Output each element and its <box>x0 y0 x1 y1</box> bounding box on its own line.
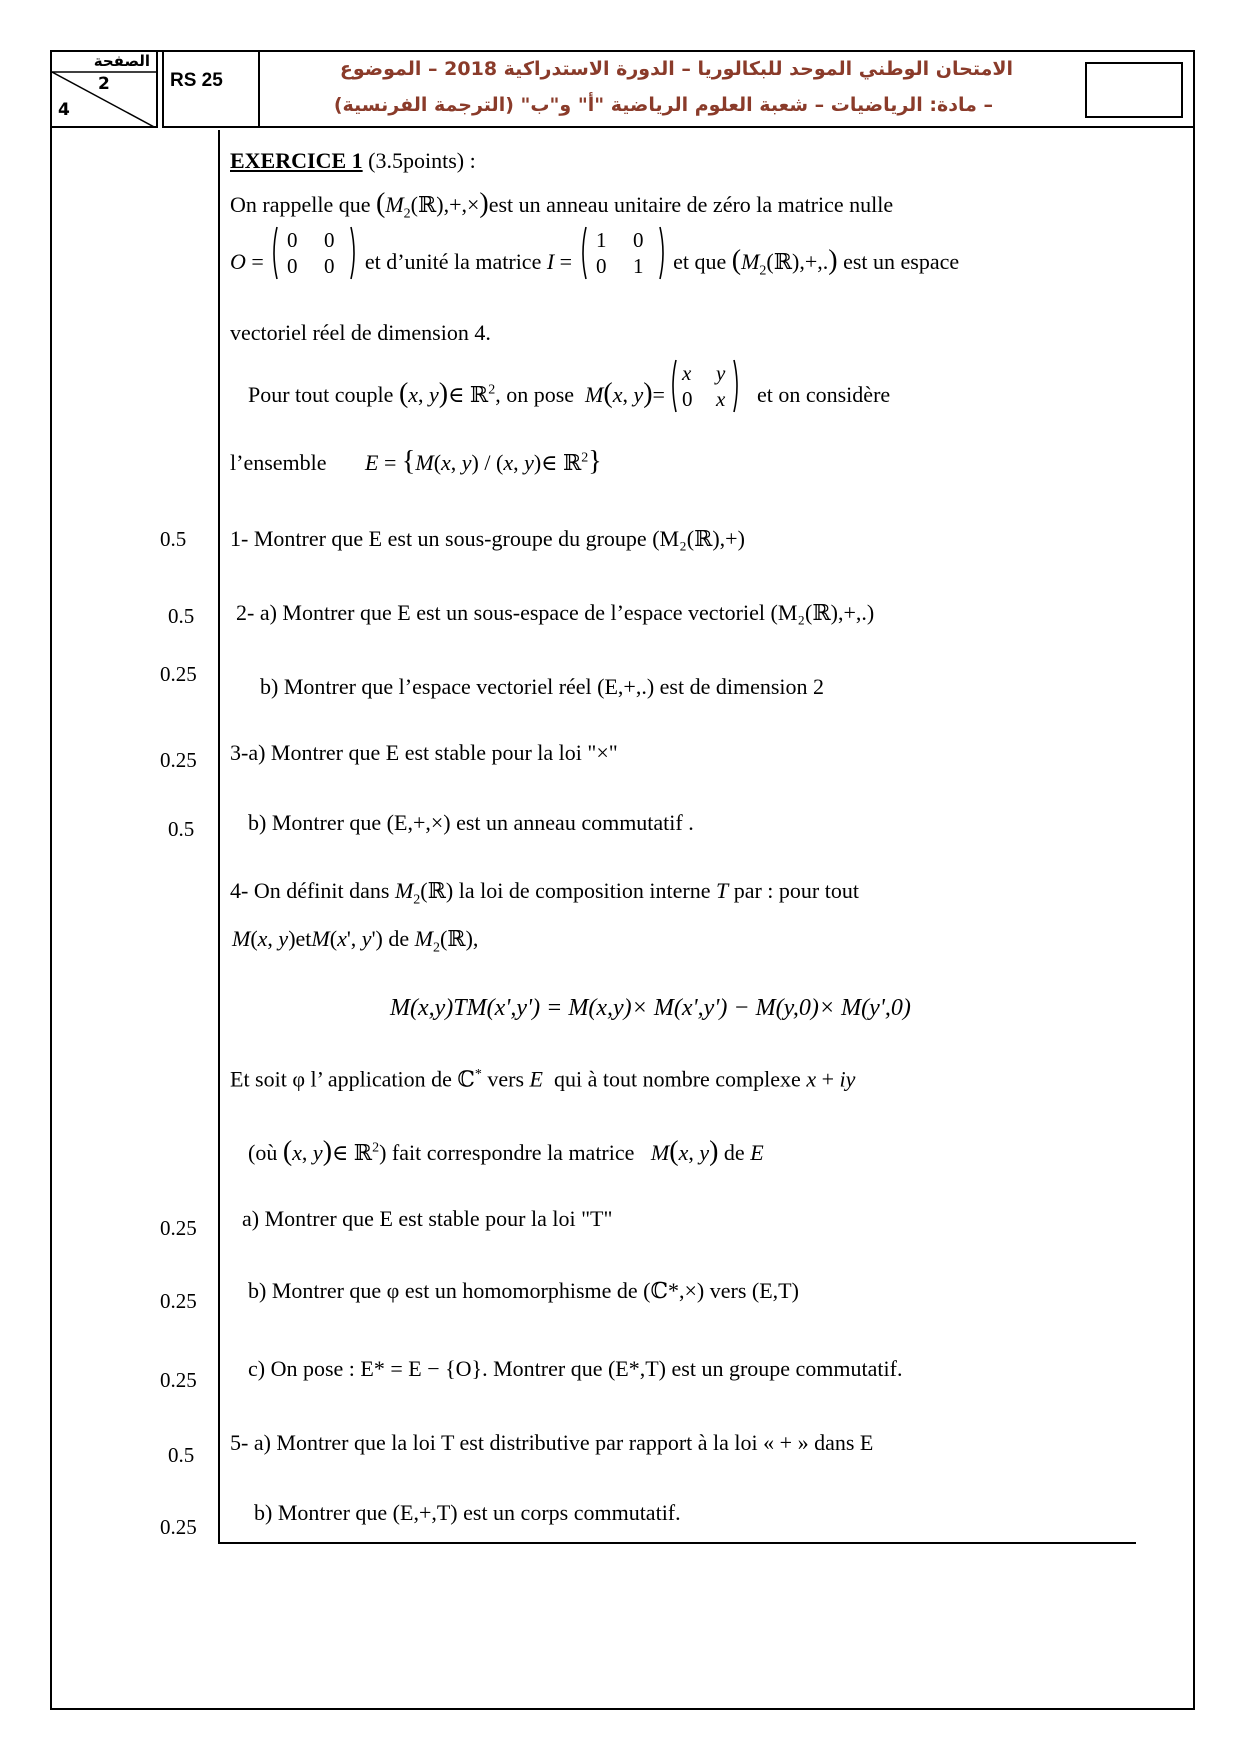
question-5b: b) Montrer que (E,+,T) est un corps commutatif. <box>254 1500 681 1525</box>
intro-line-5: l’ensemble E = {M(x, y) / (x, y)∈ ℝ$^2$} <box>230 446 602 477</box>
points-q3a: 0.25 <box>160 748 197 772</box>
exam-code: RS 25 <box>170 70 223 91</box>
question-4b: b) Montrer que φ est un homomorphisme de (ℂ*,×) vers (E,T) <box>248 1278 799 1303</box>
page-number-box <box>50 50 158 128</box>
question-4-line4: (où (x, y)∈ ℝ$^2$) fait correspondre la matrice M(x, y) de E <box>248 1136 764 1167</box>
question-4a: a) Montrer que E est stable pour la loi "T" <box>242 1206 613 1231</box>
points-q5b: 0.25 <box>160 1515 197 1539</box>
content-bottom-rule <box>218 1542 1136 1544</box>
exercise-title: EXERCICE 1 (3.5points) : <box>230 148 476 173</box>
question-4-line3: Et soit φ l’ application de ℂ* vers E qui à tout nombre complexe x + iy <box>230 1066 856 1092</box>
page-total: 4 <box>58 100 70 120</box>
svg-text:0: 0 <box>632 228 644 252</box>
exam-code-box <box>162 50 260 128</box>
exam-title-box <box>258 50 1195 128</box>
header-empty-box <box>1085 62 1183 118</box>
law-T-formula: M(x,y)TM(x',y') = M(x,y)× M(x',y') − M(y,0)× M(y',0) <box>390 995 911 1021</box>
points-q4c: 0.25 <box>160 1368 197 1392</box>
svg-text:0: 0 <box>324 254 335 278</box>
svg-text:0: 0 <box>287 228 298 252</box>
intro-line-1: On rappelle que $(M_2(ℝ),+,\times)est$ un anneau unitaire de zéro la matrice nulle <box>230 188 894 222</box>
svg-text:x: x <box>682 361 692 385</box>
question-1: 1- Montrer que E est un sous-groupe du groupe (M₂(ℝ),+) <box>230 526 745 551</box>
zero-matrix <box>269 223 359 283</box>
svg-text:0: 0 <box>287 254 298 278</box>
svg-text:0: 0 <box>595 254 607 278</box>
question-4c: c) On pose : E* = E − {O}. Montrer que (E*,T) est un groupe commutatif. <box>248 1356 903 1381</box>
question-3b: b) Montrer que (E,+,×) est un anneau commutatif . <box>248 810 694 835</box>
page-label: الصفحة <box>93 52 150 70</box>
question-2b: b) Montrer que l’espace vectoriel réel (E,+,.) est de dimension 2 <box>260 674 825 699</box>
svg-text:y: y <box>716 361 726 385</box>
svg-text:x: x <box>716 387 726 411</box>
question-5a: 5- a) Montrer que la loi T est distributive par rapport à la loi « + » dans E <box>230 1430 874 1455</box>
question-4-line1: 4- On définit dans $M_2(ℝ)$ la loi de composition interne T par : pour tout <box>230 878 859 908</box>
points-q5a: 0.5 <box>168 1443 195 1467</box>
question-3a: 3-a) Montrer que E est stable pour la loi "×" <box>230 740 618 765</box>
identity-matrix <box>578 223 668 283</box>
question-2a: 2- a) Montrer que E est un sous-espace de l’espace vectoriel (M₂(ℝ),+,.) <box>236 600 875 625</box>
points-q2b: 0.25 <box>160 662 197 686</box>
svg-text:1: 1 <box>595 228 607 252</box>
intro-line-2: O = 0 0 0 0 et d’unité la matrice I = 1 0 0 1 et que $(M_2(ℝ),+,.)$ est un espace <box>230 245 959 283</box>
points-q1: 0.5 <box>160 527 187 551</box>
intro-line-3: vectoriel réel de dimension 4. <box>230 320 491 345</box>
M-xy-matrix <box>670 356 740 416</box>
points-q4b: 0.25 <box>160 1289 197 1313</box>
svg-text:0: 0 <box>682 387 693 411</box>
exam-title-line2: – مادة: الرياضيات – شعبة العلوم الرياضية "أ" و"ب" (الترجمة الفرنسية) <box>333 94 993 116</box>
margin-divider <box>218 130 220 1542</box>
points-q4a: 0.25 <box>160 1216 197 1240</box>
page-current: 2 <box>98 74 110 94</box>
exam-title-line1: الامتحان الوطني الموحد للبكالوريا – الدورة الاستدراكية 2018 – الموضوع <box>339 58 1013 80</box>
question-4-line2: M(x, y)etM(x', y') de $M_2(ℝ)$, <box>232 926 479 956</box>
intro-line-4: Pour tout couple (x, y)∈ ℝ$^2$, on pose M(x, y)= x y 0 x et on considère <box>248 378 890 416</box>
points-q3b: 0.5 <box>168 817 195 841</box>
svg-text:1: 1 <box>632 254 644 278</box>
points-q2a: 0.5 <box>168 604 195 628</box>
svg-text:0: 0 <box>324 228 335 252</box>
